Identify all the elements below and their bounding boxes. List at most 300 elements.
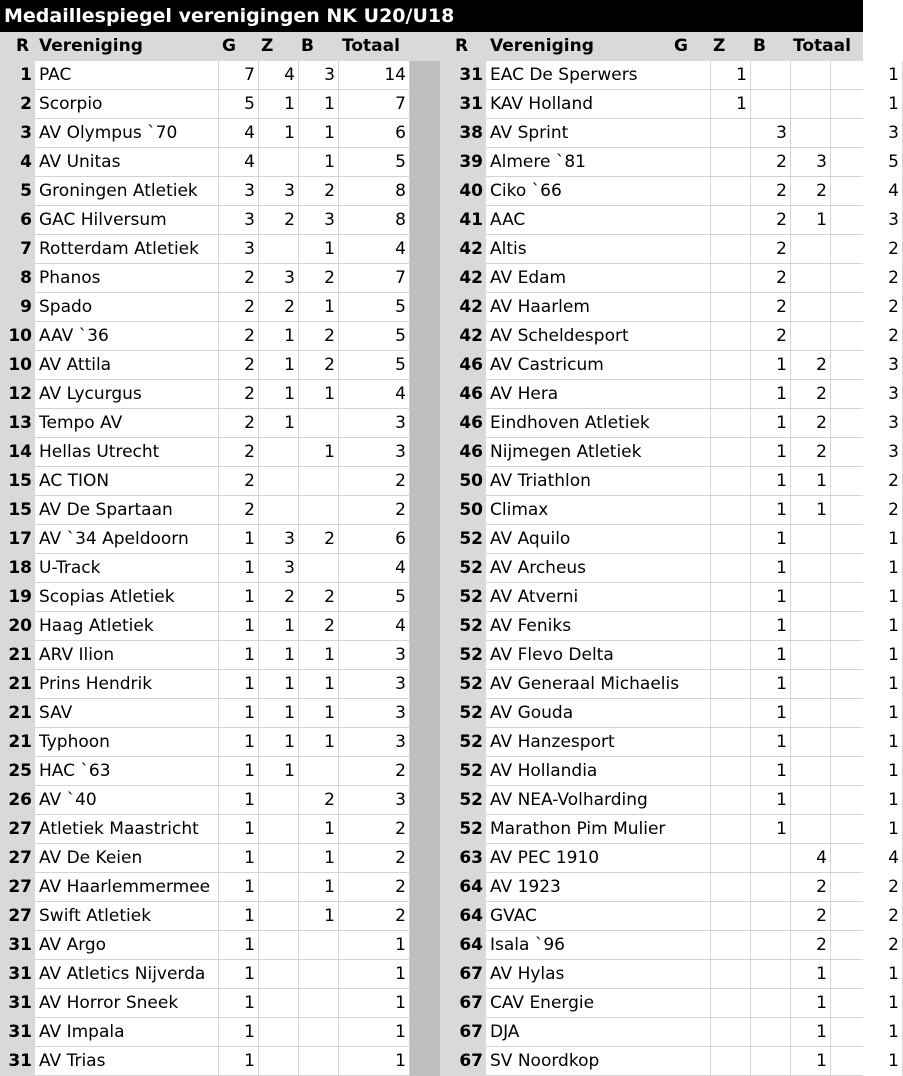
silver-cell	[751, 931, 791, 960]
rank-cell: 19	[0, 583, 35, 612]
silver-cell	[259, 873, 299, 902]
silver-cell: 1	[751, 815, 791, 844]
table-row	[440, 641, 899, 670]
total-cell: 2	[339, 757, 410, 786]
club-cell: Eindhoven Atletiek	[486, 409, 711, 438]
gold-cell	[711, 1047, 751, 1076]
rank-cell: 42	[440, 264, 486, 293]
bronze-cell	[791, 815, 831, 844]
club-cell: Swift Atletiek	[35, 902, 219, 931]
gold-cell: 1	[219, 989, 259, 1018]
total-cell: 1	[831, 989, 903, 1018]
silver-cell: 1	[751, 670, 791, 699]
gold-cell	[711, 496, 751, 525]
bronze-cell	[791, 90, 831, 119]
rank-cell: 52	[440, 583, 486, 612]
total-cell: 8	[339, 206, 410, 235]
bronze-cell: 4	[791, 844, 831, 873]
silver-cell: 3	[259, 554, 299, 583]
gold-cell: 7	[219, 61, 259, 90]
club-cell: AV Hollandia	[486, 757, 711, 786]
bronze-cell: 1	[791, 1018, 831, 1047]
bronze-cell: 1	[791, 1047, 831, 1076]
table-row	[0, 438, 410, 467]
club-cell: AV `34 Apeldoorn	[35, 525, 219, 554]
gold-cell	[711, 525, 751, 554]
table-row	[440, 351, 899, 380]
rank-cell: 8	[0, 264, 35, 293]
table-row	[440, 670, 899, 699]
table-row	[440, 757, 899, 786]
table-row	[0, 786, 410, 815]
total-cell: 3	[339, 699, 410, 728]
silver-cell: 1	[259, 380, 299, 409]
table-row	[0, 90, 410, 119]
table-row	[440, 119, 899, 148]
bronze-cell: 3	[299, 61, 339, 90]
table-row	[0, 1018, 410, 1047]
total-cell: 1	[831, 670, 903, 699]
rank-cell: 26	[0, 786, 35, 815]
gold-cell: 2	[219, 293, 259, 322]
table-row	[440, 699, 899, 728]
silver-cell: 3	[259, 264, 299, 293]
gold-cell	[711, 148, 751, 177]
bronze-cell: 2	[299, 583, 339, 612]
rank-cell: 14	[0, 438, 35, 467]
bronze-cell: 1	[299, 873, 339, 902]
table-row	[440, 960, 899, 989]
silver-cell	[751, 61, 791, 90]
bronze-cell: 1	[299, 844, 339, 873]
total-cell: 3	[339, 670, 410, 699]
club-cell: Nijmegen Atletiek	[486, 438, 711, 467]
rank-cell: 5	[0, 177, 35, 206]
total-cell: 1	[831, 699, 903, 728]
rank-cell: 7	[0, 235, 35, 264]
table-row	[0, 931, 410, 960]
silver-cell	[259, 989, 299, 1018]
total-cell: 1	[831, 960, 903, 989]
rank-cell: 21	[0, 670, 35, 699]
rank-cell: 46	[440, 409, 486, 438]
rank-cell: 67	[440, 1018, 486, 1047]
silver-cell: 1	[259, 670, 299, 699]
gold-cell	[711, 322, 751, 351]
table-row	[440, 873, 899, 902]
table-row	[440, 235, 899, 264]
table-row	[0, 902, 410, 931]
rank-cell: 31	[0, 960, 35, 989]
bronze-cell	[791, 786, 831, 815]
gold-cell: 1	[219, 873, 259, 902]
bronze-cell: 2	[791, 902, 831, 931]
table-row	[0, 61, 410, 90]
table-row	[440, 583, 899, 612]
total-cell: 5	[339, 148, 410, 177]
gold-cell: 2	[219, 409, 259, 438]
header-total-left: Totaal	[342, 36, 400, 56]
table-row	[440, 264, 899, 293]
club-cell: KAV Holland	[486, 90, 711, 119]
table-row	[0, 554, 410, 583]
rank-cell: 40	[440, 177, 486, 206]
gold-cell	[711, 235, 751, 264]
club-cell: AV Sprint	[486, 119, 711, 148]
club-cell: AV Castricum	[486, 351, 711, 380]
gold-cell: 3	[219, 206, 259, 235]
bronze-cell	[299, 757, 339, 786]
bronze-cell	[791, 728, 831, 757]
bronze-cell: 2	[791, 438, 831, 467]
gold-cell: 1	[219, 641, 259, 670]
total-cell: 2	[339, 467, 410, 496]
club-cell: Groningen Atletiek	[35, 177, 219, 206]
silver-cell: 1	[751, 496, 791, 525]
gold-cell	[711, 960, 751, 989]
club-cell: AV Aquilo	[486, 525, 711, 554]
club-cell: AV PEC 1910	[486, 844, 711, 873]
total-cell: 1	[339, 1047, 410, 1076]
table-row	[0, 728, 410, 757]
bronze-cell	[791, 670, 831, 699]
total-cell: 6	[339, 119, 410, 148]
table-row	[440, 989, 899, 1018]
rank-cell: 52	[440, 554, 486, 583]
gold-cell: 3	[219, 235, 259, 264]
bronze-cell	[791, 61, 831, 90]
bronze-cell: 1	[299, 148, 339, 177]
table-row	[0, 119, 410, 148]
gold-cell	[711, 612, 751, 641]
table-row	[440, 496, 899, 525]
gold-cell: 1	[219, 1018, 259, 1047]
bronze-cell: 3	[299, 206, 339, 235]
rank-cell: 64	[440, 873, 486, 902]
silver-cell: 1	[259, 351, 299, 380]
club-cell: PAC	[35, 61, 219, 90]
rank-cell: 46	[440, 438, 486, 467]
club-cell: Climax	[486, 496, 711, 525]
silver-cell	[751, 989, 791, 1018]
rank-cell: 17	[0, 525, 35, 554]
silver-cell	[259, 148, 299, 177]
total-cell: 4	[339, 380, 410, 409]
gold-cell: 1	[219, 844, 259, 873]
bronze-cell	[791, 119, 831, 148]
gold-cell: 1	[711, 61, 751, 90]
bronze-cell: 2	[299, 351, 339, 380]
gold-cell: 1	[219, 815, 259, 844]
header-rank-right: R	[455, 36, 469, 56]
table-row	[440, 902, 899, 931]
table-row	[0, 960, 410, 989]
bronze-cell: 1	[299, 235, 339, 264]
club-cell: AAV `36	[35, 322, 219, 351]
gold-cell	[711, 206, 751, 235]
total-cell: 1	[831, 583, 903, 612]
rank-cell: 46	[440, 351, 486, 380]
club-cell: Haag Atletiek	[35, 612, 219, 641]
gold-cell	[711, 467, 751, 496]
bronze-cell: 1	[791, 206, 831, 235]
table-row	[0, 757, 410, 786]
rank-cell: 52	[440, 728, 486, 757]
table-row	[440, 467, 899, 496]
gold-cell: 1	[219, 786, 259, 815]
rank-cell: 52	[440, 525, 486, 554]
bronze-cell	[299, 960, 339, 989]
club-cell: SAV	[35, 699, 219, 728]
total-cell: 1	[339, 989, 410, 1018]
rank-cell: 52	[440, 757, 486, 786]
silver-cell: 2	[751, 264, 791, 293]
silver-cell: 1	[751, 380, 791, 409]
bronze-cell	[791, 757, 831, 786]
gold-cell	[711, 438, 751, 467]
club-cell: AV Argo	[35, 931, 219, 960]
gold-cell: 1	[219, 960, 259, 989]
header-club-right: Vereniging	[490, 36, 594, 56]
club-cell: AV Impala	[35, 1018, 219, 1047]
table-row	[0, 989, 410, 1018]
bronze-cell	[791, 525, 831, 554]
total-cell: 5	[339, 293, 410, 322]
bronze-cell: 1	[791, 467, 831, 496]
bronze-cell: 1	[791, 960, 831, 989]
rank-cell: 31	[440, 90, 486, 119]
silver-cell: 1	[259, 90, 299, 119]
table-row	[440, 728, 899, 757]
total-cell: 6	[339, 525, 410, 554]
rank-cell: 52	[440, 612, 486, 641]
column-separator	[410, 61, 440, 1076]
rank-cell: 67	[440, 960, 486, 989]
bronze-cell: 2	[299, 525, 339, 554]
total-cell: 1	[831, 1047, 903, 1076]
table-row	[0, 612, 410, 641]
total-cell: 3	[339, 786, 410, 815]
bronze-cell: 2	[791, 873, 831, 902]
club-cell: Typhoon	[35, 728, 219, 757]
club-cell: AV Triathlon	[486, 467, 711, 496]
total-cell: 2	[831, 496, 903, 525]
rank-cell: 31	[0, 931, 35, 960]
rank-cell: 63	[440, 844, 486, 873]
total-cell: 1	[831, 815, 903, 844]
gold-cell	[711, 786, 751, 815]
gold-cell	[711, 699, 751, 728]
gold-cell	[711, 293, 751, 322]
club-cell: AV Lycurgus	[35, 380, 219, 409]
bronze-cell: 1	[299, 728, 339, 757]
club-cell: Prins Hendrik	[35, 670, 219, 699]
club-cell: EAC De Sperwers	[486, 61, 711, 90]
club-cell: AV Scheldesport	[486, 322, 711, 351]
gold-cell	[711, 554, 751, 583]
club-cell: Scopias Atletiek	[35, 583, 219, 612]
silver-cell: 1	[259, 322, 299, 351]
total-cell: 2	[339, 873, 410, 902]
gold-cell	[711, 641, 751, 670]
rank-cell: 31	[0, 1018, 35, 1047]
bronze-cell	[791, 264, 831, 293]
total-cell: 5	[339, 583, 410, 612]
silver-cell: 2	[259, 293, 299, 322]
club-cell: AV Archeus	[486, 554, 711, 583]
total-cell: 1	[831, 757, 903, 786]
rank-cell: 50	[440, 467, 486, 496]
club-cell: AV Atverni	[486, 583, 711, 612]
silver-cell	[259, 235, 299, 264]
bronze-cell: 2	[299, 612, 339, 641]
total-cell: 4	[339, 612, 410, 641]
gold-cell: 1	[219, 670, 259, 699]
total-cell: 2	[339, 815, 410, 844]
table-row	[0, 380, 410, 409]
total-cell: 2	[831, 902, 903, 931]
table-row	[440, 1047, 899, 1076]
silver-cell	[259, 931, 299, 960]
table-row	[0, 1047, 410, 1076]
bronze-cell: 2	[791, 351, 831, 380]
total-cell: 3	[831, 206, 903, 235]
bronze-cell	[791, 293, 831, 322]
bronze-cell: 1	[299, 90, 339, 119]
total-cell: 2	[339, 902, 410, 931]
silver-cell: 1	[751, 757, 791, 786]
bronze-cell: 1	[299, 699, 339, 728]
club-cell: AV `40	[35, 786, 219, 815]
total-cell: 1	[831, 525, 903, 554]
table-row	[0, 409, 410, 438]
club-cell: SV Noordkop	[486, 1047, 711, 1076]
gold-cell: 1	[219, 902, 259, 931]
total-cell: 3	[339, 409, 410, 438]
silver-cell	[751, 902, 791, 931]
table-row	[440, 293, 899, 322]
club-cell: Atletiek Maastricht	[35, 815, 219, 844]
silver-cell	[259, 1018, 299, 1047]
header-bronze-left: B	[301, 36, 314, 56]
total-cell: 4	[831, 177, 903, 206]
club-cell: AV Olympus `70	[35, 119, 219, 148]
gold-cell: 2	[219, 467, 259, 496]
rank-cell: 42	[440, 322, 486, 351]
silver-cell: 2	[259, 583, 299, 612]
table-row	[440, 61, 899, 90]
club-cell: AV Hanzesport	[486, 728, 711, 757]
silver-cell	[751, 960, 791, 989]
silver-cell: 1	[751, 438, 791, 467]
club-cell: GVAC	[486, 902, 711, 931]
silver-cell: 1	[259, 641, 299, 670]
rank-cell: 10	[0, 322, 35, 351]
rank-cell: 52	[440, 670, 486, 699]
table-row	[0, 177, 410, 206]
total-cell: 4	[831, 844, 903, 873]
club-cell: Tempo AV	[35, 409, 219, 438]
gold-cell: 1	[219, 583, 259, 612]
silver-cell: 1	[751, 554, 791, 583]
total-cell: 2	[831, 322, 903, 351]
bronze-cell	[299, 931, 339, 960]
silver-cell: 1	[259, 728, 299, 757]
silver-cell: 2	[751, 322, 791, 351]
bronze-cell	[299, 1047, 339, 1076]
silver-cell	[259, 438, 299, 467]
club-cell: AAC	[486, 206, 711, 235]
bronze-cell	[299, 989, 339, 1018]
total-cell: 1	[831, 1018, 903, 1047]
gold-cell: 1	[219, 699, 259, 728]
rank-cell: 6	[0, 206, 35, 235]
rank-cell: 27	[0, 815, 35, 844]
silver-cell: 1	[751, 409, 791, 438]
silver-cell: 1	[751, 467, 791, 496]
total-cell: 3	[831, 351, 903, 380]
gold-cell: 1	[219, 612, 259, 641]
rank-cell: 15	[0, 467, 35, 496]
total-cell: 4	[339, 235, 410, 264]
rank-cell: 38	[440, 119, 486, 148]
bronze-cell: 1	[299, 641, 339, 670]
bronze-cell: 1	[299, 293, 339, 322]
gold-cell	[711, 380, 751, 409]
bronze-cell: 2	[791, 409, 831, 438]
bronze-cell: 3	[791, 148, 831, 177]
club-cell: AV NEA-Volharding	[486, 786, 711, 815]
silver-cell: 2	[259, 206, 299, 235]
header-club-left: Vereniging	[39, 36, 143, 56]
gold-cell	[711, 728, 751, 757]
bronze-cell: 1	[299, 815, 339, 844]
club-cell: AV Unitas	[35, 148, 219, 177]
gold-cell: 2	[219, 380, 259, 409]
silver-cell	[751, 844, 791, 873]
table-row	[0, 235, 410, 264]
gold-cell: 5	[219, 90, 259, 119]
silver-cell: 2	[751, 293, 791, 322]
bronze-cell: 2	[791, 177, 831, 206]
table-row	[0, 264, 410, 293]
table-row	[440, 206, 899, 235]
total-cell: 5	[831, 148, 903, 177]
gold-cell: 2	[219, 264, 259, 293]
total-cell: 3	[339, 438, 410, 467]
club-cell: ARV Ilion	[35, 641, 219, 670]
silver-cell	[259, 1047, 299, 1076]
header-rank-left: R	[16, 36, 30, 56]
total-cell: 2	[831, 264, 903, 293]
club-cell: Rotterdam Atletiek	[35, 235, 219, 264]
silver-cell	[259, 786, 299, 815]
header-silver-left: Z	[261, 36, 274, 56]
total-cell: 8	[339, 177, 410, 206]
silver-cell	[259, 496, 299, 525]
club-cell: U-Track	[35, 554, 219, 583]
silver-cell	[259, 815, 299, 844]
total-cell: 2	[831, 931, 903, 960]
gold-cell	[711, 757, 751, 786]
club-cell: AC TION	[35, 467, 219, 496]
left-table	[0, 61, 410, 1076]
silver-cell: 3	[259, 177, 299, 206]
bronze-cell	[299, 1018, 339, 1047]
rank-cell: 10	[0, 351, 35, 380]
rank-cell: 52	[440, 815, 486, 844]
rank-cell: 39	[440, 148, 486, 177]
